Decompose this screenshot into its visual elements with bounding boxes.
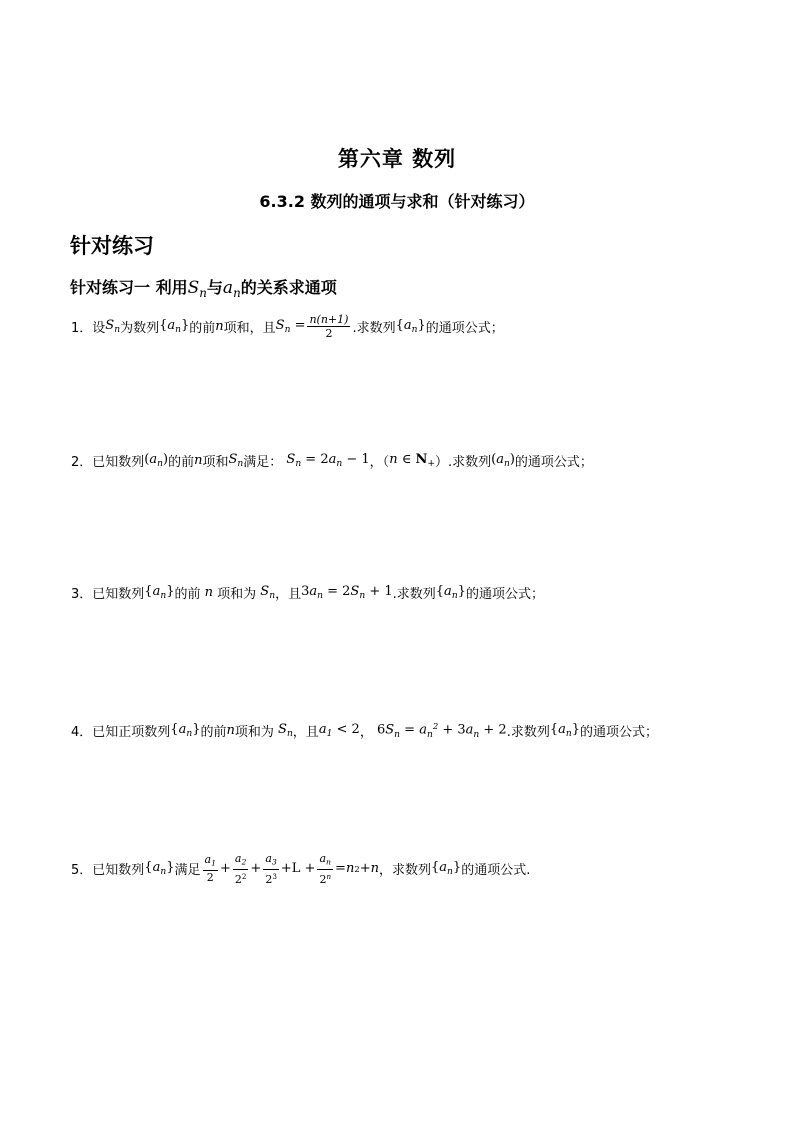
question-text: 的通项公式； xyxy=(425,321,504,336)
question-text: 满足： xyxy=(243,455,283,470)
math-set-an: $\{a_n\}$ xyxy=(159,317,190,336)
fraction-denominator: 2 xyxy=(325,327,333,340)
question-number: 2． xyxy=(71,455,93,470)
math-Sn: $S_n$ xyxy=(105,317,121,336)
question-5 xyxy=(71,852,530,886)
question-number: 4． xyxy=(71,725,93,740)
math-n: n xyxy=(200,585,218,600)
question-text: 满足 xyxy=(174,863,201,879)
question-text: 的通项公式； xyxy=(465,587,544,602)
math-Sn: $S_n$ xyxy=(187,278,207,301)
question-text: ， xyxy=(359,725,373,740)
math-n: n xyxy=(194,453,203,468)
question-text: 的前 xyxy=(168,455,195,470)
question-text: 已知数列 xyxy=(92,455,145,470)
math-Sn: $S_n$ xyxy=(273,721,293,740)
subheading-mid: 与 xyxy=(206,278,223,297)
section-title: 6.3.2 数列的通项与求和（针对练习） xyxy=(259,192,535,211)
question-number: 3． xyxy=(71,587,93,602)
question-text: 的通项公式； xyxy=(580,725,659,740)
math-seq-an: $(a_n)$ xyxy=(144,451,169,470)
question-text: 项和为 xyxy=(217,587,257,602)
question-text: 项和为 xyxy=(234,725,274,740)
question-text: ，求数列 xyxy=(378,863,431,879)
math-fraction xyxy=(307,313,350,340)
math-n: n xyxy=(215,319,224,334)
math-n-in-N: n ∈ $N_+$ xyxy=(389,451,435,470)
math-Sn: $S_n$ xyxy=(256,583,276,602)
math-n: n xyxy=(226,723,235,738)
subheading-prefix: 针对练习一 利用 xyxy=(70,278,188,297)
question-text: ，（ xyxy=(369,455,390,470)
question-text: 项和，且 xyxy=(223,321,276,336)
question-1 xyxy=(71,313,504,340)
question-text: 已知正项数列 xyxy=(92,725,171,740)
math-series: $\frac{a_1}{2}$ + $\frac{a_2}{2^2}$ + $\frac{a_3}{2^3}$ +L + $\frac{a_n}{2^n}$ = n 2 + n xyxy=(204,852,379,886)
question-text: 已知数列 xyxy=(92,863,145,879)
question-text: 已知数列 xyxy=(92,587,145,602)
question-number: 5． xyxy=(71,863,93,879)
math-set-an: $\{a_n\}$ xyxy=(395,317,426,336)
subheading-suffix: 的关系求通项 xyxy=(240,278,337,297)
subheading-practice-1 xyxy=(70,275,337,300)
math-set-an: $\{a_n\}$ xyxy=(144,860,175,878)
question-text: 设 xyxy=(92,321,106,336)
math-inequality: $a_1 < 2$ xyxy=(318,721,360,740)
question-text: ，且 xyxy=(292,725,319,740)
question-text: 的前 xyxy=(174,587,201,602)
question-text: 项和 xyxy=(202,455,229,470)
question-text: ）.求数列 xyxy=(434,455,492,470)
heading-practice: 针对练习 xyxy=(70,234,154,258)
question-text: 的前 xyxy=(189,321,216,336)
math-set-an: $\{a_n\}$ xyxy=(549,721,581,740)
question-text: .求数列 xyxy=(506,725,550,740)
math-set-an: $\{a_n\}$ xyxy=(144,583,175,602)
question-number: 1． xyxy=(71,321,93,336)
math-equation: $S_n = 2a_n - 1$ xyxy=(282,451,370,470)
question-text: 的通项公式； xyxy=(514,455,593,470)
math-Sn-equals: $S_n$ = xyxy=(275,317,306,336)
question-text: ，且 xyxy=(275,587,302,602)
math-equation: $3a_n = 2S_n + 1$ xyxy=(301,583,393,602)
question-text: 为数列 xyxy=(120,321,160,336)
question-2 xyxy=(71,451,593,470)
question-text: 的通项公式. xyxy=(461,863,531,879)
math-set-an: $\{a_n\}$ xyxy=(170,721,201,740)
question-4 xyxy=(71,721,658,740)
question-3 xyxy=(71,583,544,602)
math-equation: $6S_n = a_n^2 + 3a_n + 2$ xyxy=(376,721,507,740)
math-seq-an: $(a_n)$ xyxy=(491,451,515,470)
question-text: .求数列 xyxy=(392,587,436,602)
math-Sn: $S_n$ xyxy=(228,451,244,470)
question-text: 的前 xyxy=(200,725,227,740)
math-an: $a_n$ xyxy=(222,278,241,301)
question-text: .求数列 xyxy=(352,321,396,336)
math-set-an: $\{a_n\}$ xyxy=(435,583,466,602)
fraction-numerator: n(n+1) xyxy=(309,313,349,326)
math-set-an: $\{a_n\}$ xyxy=(431,860,462,878)
chapter-title: 第六章 数列 xyxy=(337,147,457,171)
